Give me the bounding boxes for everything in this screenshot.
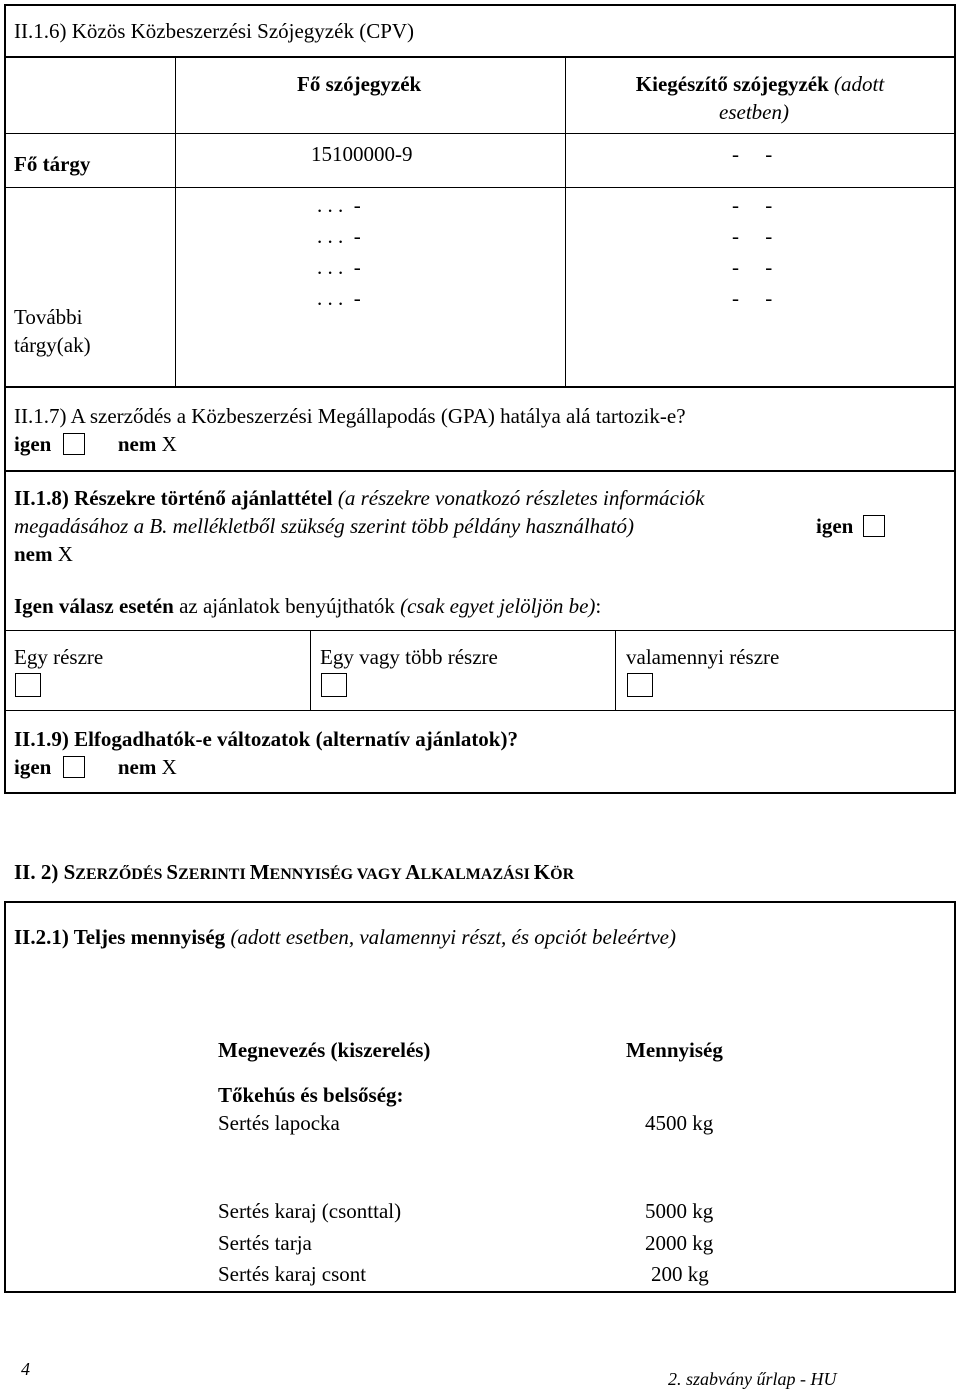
- lots-yes-checkbox[interactable]: [863, 515, 885, 537]
- gpa-yes-label: igen: [14, 432, 52, 456]
- section2-heading-part: S: [166, 860, 179, 884]
- divider: [4, 386, 956, 388]
- qty-group-label: Tőkehús és belsőség:: [218, 1083, 404, 1107]
- qty-item-qty: 200 kg: [651, 1262, 709, 1286]
- variants-answer: [14, 755, 177, 780]
- qty-item-qty: 5000 kg: [645, 1199, 714, 1223]
- cpv-row-more-label-line2: tárgy(ak): [14, 333, 91, 357]
- section2-heading-part: ÖR: [550, 866, 575, 883]
- section2-heading-part: K: [533, 860, 551, 884]
- cpv-more-supp: - -: [732, 193, 773, 217]
- section2-heading-part: ENNYISÉG VAGY: [269, 866, 406, 883]
- lots-answer-hint: (csak egyet jelöljön be): [394, 594, 596, 618]
- lots-answer-note: [14, 594, 601, 619]
- lots-answer-text: az ajánlatok benyújthatók: [173, 594, 395, 618]
- cpv-more-code: . . . -: [317, 224, 361, 248]
- page-number: 4: [21, 1359, 30, 1379]
- section2-heading-part: LKALMAZÁSI: [420, 866, 534, 883]
- qty-item-qty: 2000 kg: [645, 1231, 714, 1255]
- variants-no-label: nem: [117, 755, 157, 779]
- qty-item-qty: 4500 kg: [645, 1111, 714, 1135]
- qty-title-label: II.2.1) Teljes mennyiség: [14, 925, 226, 949]
- cpv-main-code: 15100000-9: [311, 142, 413, 166]
- form-section-box-2: [4, 901, 956, 1293]
- qty-item-name: Sertés karaj csont: [218, 1262, 367, 1286]
- lots-option-label: Egy részre: [14, 645, 104, 669]
- lots-option-checkbox[interactable]: [627, 673, 653, 697]
- divider: [4, 187, 956, 188]
- qty-item-name: Sertés tarja: [218, 1231, 312, 1255]
- divider: [615, 630, 616, 710]
- lots-yes-label: igen: [816, 514, 854, 538]
- cpv-row-main-label: Fő tárgy: [14, 152, 91, 176]
- qty-item-name: Sertés karaj (csonttal): [218, 1199, 402, 1223]
- cpv-more-code: . . . -: [317, 286, 361, 310]
- qty-title-note: (adott esetben, valamennyi részt, és opciót beleértve): [225, 925, 676, 949]
- variants-yes-checkbox[interactable]: [63, 756, 85, 778]
- section2-heading-prefix: II. 2): [14, 860, 64, 884]
- lots-title: [14, 486, 705, 511]
- cpv-col-supp: [590, 72, 930, 97]
- cpv-more-supp: - -: [732, 224, 773, 248]
- cpv-title: II.1.6) Közös Közbeszerzési Szójegyzék (CPV): [14, 19, 415, 43]
- section2-heading-part: A: [405, 860, 421, 884]
- lots-option-checkbox[interactable]: [321, 673, 347, 697]
- divider: [175, 56, 176, 387]
- divider: [565, 56, 566, 387]
- qty-col-qty: Mennyiség: [626, 1038, 723, 1062]
- lots-answer-label: Igen válasz esetén: [14, 594, 174, 618]
- divider: [4, 133, 956, 134]
- form-label: 2. szabvány űrlap - HU: [668, 1369, 837, 1389]
- divider: [4, 56, 956, 58]
- cpv-col-supp-paren: (adott: [828, 72, 885, 96]
- lots-title-label: II.1.8) Részekre történő ajánlattétel: [14, 486, 333, 510]
- cpv-more-supp: - -: [732, 255, 773, 279]
- section2-heading-part: S: [63, 860, 76, 884]
- cpv-col-supp-label: Kiegészítő szójegyzék: [635, 72, 829, 96]
- gpa-no-label: nem: [117, 432, 157, 456]
- form-section-box-1: [4, 4, 956, 794]
- variants-no-mark[interactable]: X: [161, 755, 177, 779]
- qty-col-name: Megnevezés (kiszerelés): [218, 1038, 431, 1062]
- cpv-more-supp: - -: [732, 286, 773, 310]
- lots-no-mark[interactable]: X: [57, 542, 73, 566]
- section2-heading-part: M: [249, 860, 270, 884]
- lots-title-note: (a részekre vonatkozó részletes információk: [332, 486, 705, 510]
- qty-title: [14, 925, 676, 950]
- lots-yes: [816, 514, 885, 539]
- divider: [4, 710, 956, 711]
- gpa-no-mark[interactable]: X: [161, 432, 177, 456]
- divider: [310, 630, 311, 710]
- lots-title-note-line2: megadásához a B. mellékletből szükség szerint több példány használható): [14, 514, 635, 538]
- lots-no: [14, 542, 73, 567]
- lots-answer-colon: :: [595, 594, 602, 618]
- divider: [4, 470, 956, 472]
- gpa-answer: [14, 432, 177, 457]
- cpv-col-supp-line2: esetben): [719, 100, 789, 124]
- gpa-yes-checkbox[interactable]: [63, 433, 85, 455]
- cpv-more-code: . . . -: [317, 255, 361, 279]
- section2-heading-part: ZERZŐDÉS: [75, 866, 167, 883]
- lots-option-label: Egy vagy több részre: [320, 645, 498, 669]
- cpv-row-more-label: További: [14, 305, 83, 329]
- variants-yes-label: igen: [14, 755, 52, 779]
- divider: [4, 630, 956, 631]
- lots-option-label: valamennyi részre: [626, 645, 780, 669]
- qty-item-name: Sertés lapocka: [218, 1111, 340, 1135]
- lots-option-checkbox[interactable]: [15, 673, 41, 697]
- section2-heading-part: ZERINTI: [178, 866, 250, 883]
- gpa-title: II.1.7) A szerződés a Közbeszerzési Megállapodás (GPA) hatálya alá tartozik-e?: [14, 404, 686, 428]
- cpv-more-code: . . . -: [317, 193, 361, 217]
- lots-no-label: nem: [14, 542, 53, 566]
- cpv-main-supp: - -: [732, 142, 773, 166]
- variants-title: II.1.9) Elfogadhatók-e változatok (alternatív ajánlatok)?: [14, 727, 518, 751]
- cpv-col-main: Fő szójegyzék: [297, 72, 422, 96]
- section2-heading: [14, 860, 574, 885]
